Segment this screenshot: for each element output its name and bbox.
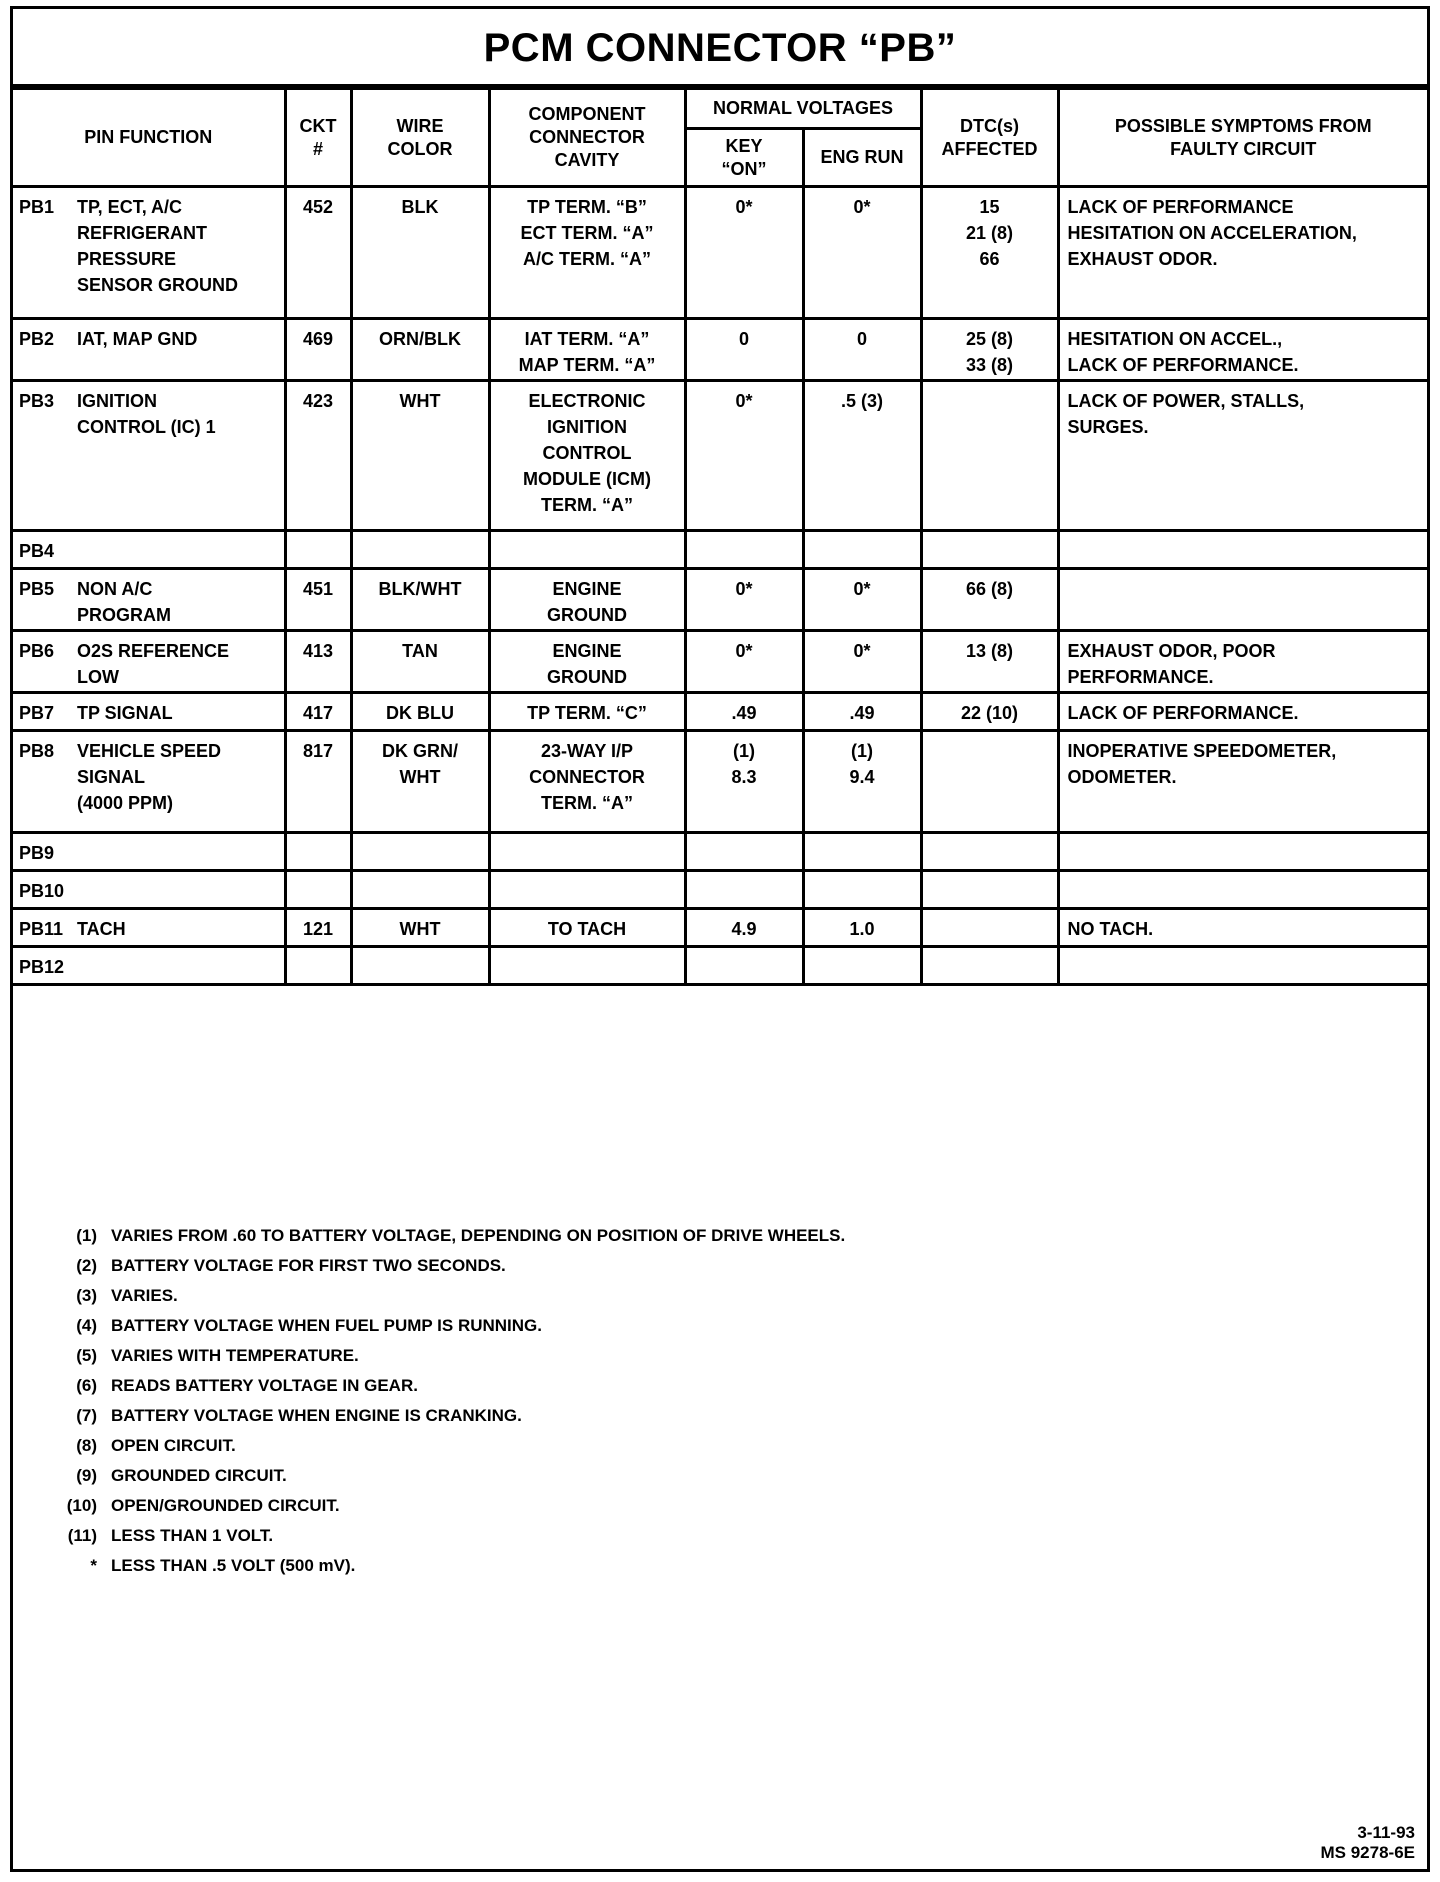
eng-run-voltage: .5 (3)	[803, 381, 921, 531]
possible-symptoms	[1058, 569, 1427, 631]
note-marker: (2)	[76, 1256, 97, 1275]
eng-run-voltage: 1.0	[803, 909, 921, 947]
header-key-on: KEY “ON”	[685, 129, 803, 187]
header-component: COMPONENT CONNECTOR CAVITY	[489, 89, 685, 187]
pin-code: PB6	[19, 641, 55, 661]
pin-function: O2S REFERENCE LOW	[77, 641, 230, 687]
header-wire-color: WIRE COLOR	[351, 89, 489, 187]
note-text: VARIES FROM .60 TO BATTERY VOLTAGE, DEPENDING ON POSITION OF DRIVE WHEELS.	[111, 1226, 846, 1245]
ckt-number: 452	[285, 187, 351, 319]
table-row	[13, 731, 1427, 833]
note-item	[49, 1341, 845, 1371]
note-item	[49, 1491, 845, 1521]
key-on-voltage	[685, 947, 803, 985]
table-row	[13, 947, 1427, 985]
note-item	[49, 1401, 845, 1431]
note-item	[49, 1431, 845, 1461]
note-text: LESS THAN 1 VOLT.	[111, 1526, 274, 1545]
dtc-affected	[921, 909, 1058, 947]
pin-code: PB2	[19, 329, 55, 349]
pin-function: NON A/C PROGRAM	[77, 579, 171, 625]
pin-function: IGNITION CONTROL (IC) 1	[77, 391, 216, 437]
footer-date: 3-11-93	[1357, 1823, 1415, 1842]
pin-cell	[13, 569, 285, 631]
dtc-affected: 25 (8) 33 (8)	[921, 319, 1058, 381]
component-cavity: TP TERM. “C”	[489, 693, 685, 731]
key-on-voltage: 4.9	[685, 909, 803, 947]
pin-cell	[13, 871, 285, 909]
possible-symptoms: INOPERATIVE SPEEDOMETER, ODOMETER.	[1058, 731, 1427, 833]
header-symptoms: POSSIBLE SYMPTOMS FROM FAULTY CIRCUIT	[1058, 89, 1427, 187]
pin-code: PB8	[19, 741, 55, 761]
key-on-voltage: 0*	[685, 381, 803, 531]
component-cavity	[489, 871, 685, 909]
note-text: VARIES.	[111, 1286, 178, 1305]
table-row	[13, 531, 1427, 569]
dtc-affected: 15 21 (8) 66	[921, 187, 1058, 319]
pin-code: PB3	[19, 391, 55, 411]
note-marker: (3)	[76, 1286, 97, 1305]
dtc-affected	[921, 731, 1058, 833]
note-item	[49, 1311, 845, 1341]
table-row	[13, 871, 1427, 909]
dtc-affected: 66 (8)	[921, 569, 1058, 631]
eng-run-voltage	[803, 871, 921, 909]
note-item	[49, 1551, 845, 1581]
note-marker: (5)	[76, 1346, 97, 1365]
ckt-number: 817	[285, 731, 351, 833]
wire-color	[351, 871, 489, 909]
pin-code: PB10	[19, 881, 65, 901]
dtc-affected: 22 (10)	[921, 693, 1058, 731]
pin-table	[13, 87, 1427, 986]
pin-code: PB4	[19, 541, 55, 561]
table-row	[13, 909, 1427, 947]
wire-color	[351, 947, 489, 985]
header-normal-voltages: NORMAL VOLTAGES	[685, 89, 921, 129]
note-marker: (7)	[76, 1406, 97, 1425]
pin-function: IAT, MAP GND	[77, 329, 198, 349]
pin-function: VEHICLE SPEED SIGNAL (4000 PPM)	[77, 741, 222, 813]
component-cavity	[489, 531, 685, 569]
pin-cell	[13, 631, 285, 693]
component-cavity: TO TACH	[489, 909, 685, 947]
eng-run-voltage: (1) 9.4	[803, 731, 921, 833]
pin-cell	[13, 947, 285, 985]
note-marker: (1)	[76, 1226, 97, 1245]
note-text: BATTERY VOLTAGE WHEN FUEL PUMP IS RUNNING.	[111, 1316, 543, 1335]
footer	[1321, 1823, 1416, 1863]
wire-color	[351, 531, 489, 569]
note-marker: (10)	[66, 1496, 97, 1515]
component-cavity: TP TERM. “B” ECT TERM. “A” A/C TERM. “A”	[489, 187, 685, 319]
pin-code: PB7	[19, 703, 55, 723]
dtc-affected	[921, 833, 1058, 871]
key-on-voltage: 0*	[685, 569, 803, 631]
component-cavity: ENGINE GROUND	[489, 569, 685, 631]
dtc-affected	[921, 871, 1058, 909]
key-on-voltage: 0*	[685, 187, 803, 319]
dtc-affected: 13 (8)	[921, 631, 1058, 693]
component-cavity: ELECTRONIC IGNITION CONTROL MODULE (ICM) TERM. “A”	[489, 381, 685, 531]
table-row	[13, 833, 1427, 871]
table-row	[13, 381, 1427, 531]
wire-color	[351, 833, 489, 871]
ckt-number: 469	[285, 319, 351, 381]
note-marker: (9)	[76, 1466, 97, 1485]
possible-symptoms: LACK OF POWER, STALLS, SURGES.	[1058, 381, 1427, 531]
pin-code: PB9	[19, 843, 55, 863]
component-cavity: 23-WAY I/P CONNECTOR TERM. “A”	[489, 731, 685, 833]
ckt-number: 451	[285, 569, 351, 631]
table-row	[13, 187, 1427, 319]
wire-color: ORN/BLK	[351, 319, 489, 381]
pin-cell	[13, 693, 285, 731]
eng-run-voltage	[803, 947, 921, 985]
dtc-affected	[921, 531, 1058, 569]
table-row	[13, 693, 1427, 731]
key-on-voltage	[685, 833, 803, 871]
component-cavity: ENGINE GROUND	[489, 631, 685, 693]
key-on-voltage: 0*	[685, 631, 803, 693]
wire-color: DK BLU	[351, 693, 489, 731]
key-on-voltage: .49	[685, 693, 803, 731]
pin-cell	[13, 909, 285, 947]
possible-symptoms: LACK OF PERFORMANCE HESITATION ON ACCELERATION, EXHAUST ODOR.	[1058, 187, 1427, 319]
header-ckt: CKT #	[285, 89, 351, 187]
ckt-number: 121	[285, 909, 351, 947]
footer-code: MS 9278-6E	[1320, 1843, 1415, 1862]
possible-symptoms: HESITATION ON ACCEL., LACK OF PERFORMANCE.	[1058, 319, 1427, 381]
header-eng-run: ENG RUN	[803, 129, 921, 187]
possible-symptoms: EXHAUST ODOR, POOR PERFORMANCE.	[1058, 631, 1427, 693]
component-cavity	[489, 947, 685, 985]
pin-function: TP, ECT, A/C REFRIGERANT PRESSURE SENSOR GROUND	[77, 197, 239, 295]
component-cavity: IAT TERM. “A” MAP TERM. “A”	[489, 319, 685, 381]
pin-cell	[13, 381, 285, 531]
ckt-number: 413	[285, 631, 351, 693]
pin-code: PB12	[19, 957, 65, 977]
ckt-number	[285, 871, 351, 909]
key-on-voltage	[685, 871, 803, 909]
note-item	[49, 1281, 845, 1311]
wire-color: WHT	[351, 381, 489, 531]
ckt-number: 423	[285, 381, 351, 531]
wire-color: TAN	[351, 631, 489, 693]
dtc-affected	[921, 381, 1058, 531]
key-on-voltage: (1) 8.3	[685, 731, 803, 833]
pin-function: TP SIGNAL	[77, 703, 173, 723]
pin-cell	[13, 319, 285, 381]
pin-code: PB5	[19, 579, 55, 599]
note-marker: (6)	[76, 1376, 97, 1395]
eng-run-voltage	[803, 833, 921, 871]
pin-cell	[13, 187, 285, 319]
possible-symptoms: LACK OF PERFORMANCE.	[1058, 693, 1427, 731]
note-text: LESS THAN .5 VOLT (500 mV).	[111, 1556, 356, 1575]
eng-run-voltage: 0*	[803, 569, 921, 631]
ckt-number	[285, 947, 351, 985]
table-row	[13, 569, 1427, 631]
pin-cell	[13, 731, 285, 833]
note-text: GROUNDED CIRCUIT.	[111, 1466, 287, 1485]
key-on-voltage: 0	[685, 319, 803, 381]
document-frame	[10, 6, 1430, 1872]
pin-cell	[13, 531, 285, 569]
ckt-number	[285, 833, 351, 871]
note-item	[49, 1371, 845, 1401]
page-title: PCM CONNECTOR “PB”	[13, 9, 1427, 87]
note-item	[49, 1221, 845, 1251]
note-text: OPEN/GROUNDED CIRCUIT.	[111, 1496, 340, 1515]
note-item	[49, 1461, 845, 1491]
pin-code: PB1	[19, 197, 55, 217]
key-on-voltage	[685, 531, 803, 569]
note-text: READS BATTERY VOLTAGE IN GEAR.	[111, 1376, 418, 1395]
dtc-affected	[921, 947, 1058, 985]
note-item	[49, 1521, 845, 1551]
possible-symptoms	[1058, 947, 1427, 985]
ckt-number	[285, 531, 351, 569]
wire-color: BLK	[351, 187, 489, 319]
possible-symptoms	[1058, 871, 1427, 909]
wire-color: DK GRN/ WHT	[351, 731, 489, 833]
note-marker: (11)	[67, 1526, 97, 1545]
table-row	[13, 631, 1427, 693]
note-marker: (4)	[76, 1316, 97, 1335]
wire-color: WHT	[351, 909, 489, 947]
possible-symptoms	[1058, 531, 1427, 569]
note-text: OPEN CIRCUIT.	[111, 1436, 236, 1455]
note-text: BATTERY VOLTAGE WHEN ENGINE IS CRANKING.	[111, 1406, 522, 1425]
eng-run-voltage: 0*	[803, 631, 921, 693]
table-row	[13, 319, 1427, 381]
component-cavity	[489, 833, 685, 871]
eng-run-voltage	[803, 531, 921, 569]
eng-run-voltage: 0*	[803, 187, 921, 319]
note-text: VARIES WITH TEMPERATURE.	[111, 1346, 359, 1365]
notes-list	[49, 1221, 845, 1581]
eng-run-voltage: .49	[803, 693, 921, 731]
pin-function: TACH	[77, 919, 126, 939]
header-pin-function: PIN FUNCTION	[13, 89, 285, 187]
pin-cell	[13, 833, 285, 871]
wire-color: BLK/WHT	[351, 569, 489, 631]
note-item	[49, 1251, 845, 1281]
note-marker: (8)	[76, 1436, 97, 1455]
note-text: BATTERY VOLTAGE FOR FIRST TWO SECONDS.	[111, 1256, 506, 1275]
note-marker: *	[90, 1556, 97, 1575]
possible-symptoms	[1058, 833, 1427, 871]
pin-code: PB11	[19, 919, 64, 939]
eng-run-voltage: 0	[803, 319, 921, 381]
possible-symptoms: NO TACH.	[1058, 909, 1427, 947]
ckt-number: 417	[285, 693, 351, 731]
header-dtc: DTC(s) AFFECTED	[921, 89, 1058, 187]
